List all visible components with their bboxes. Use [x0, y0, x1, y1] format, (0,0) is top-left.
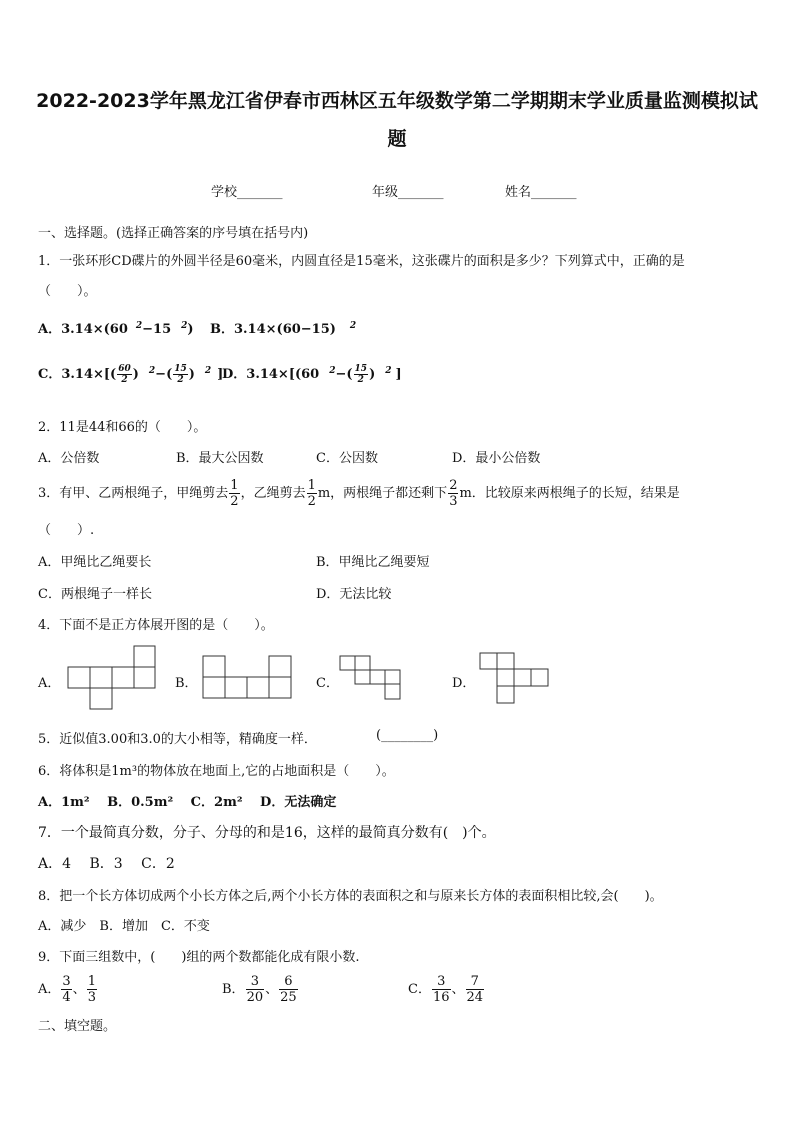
question-4-text: 4．下面不是正方体展开图的是（ ）。: [38, 618, 274, 633]
question-7-options: A．4 B．3 C．2: [38, 856, 175, 872]
question-4-option-a: A．: [38, 676, 61, 691]
question-6-options: A．1m² B．0.5m² C．2m² D．无法确定: [38, 795, 337, 810]
exam-title-line2: 题: [387, 128, 407, 150]
question-2-option-d: D．最小公倍数: [452, 451, 541, 466]
section-heading-choice: 一、选择题。(选择正确答案的序号填在括号内): [38, 226, 309, 241]
question-4-option-c: C．: [316, 676, 339, 691]
school-field: 学校_______: [211, 185, 283, 200]
question-8-options: A．减少 B．增加 C．不变: [38, 919, 210, 934]
question-5-text: 5．近似值3.00和3.0的大小相等，精确度一样．: [38, 732, 317, 747]
question-7-text: 7．一个最简真分数，分子、分母的和是16，这样的最简真分数有( )个。: [38, 825, 496, 841]
question-3-option-c: C．两根绳子一样长: [38, 587, 152, 602]
question-8-text: 8．把一个长方体切成两个小长方体之后,两个小长方体的表面积之和与原来长方体的表面积相比较,会( )。: [38, 889, 663, 904]
question-4-option-d: D．: [452, 676, 476, 691]
question-1-paren: （ ）。: [38, 284, 97, 299]
question-9-text: 9．下面三组数中，( )组的两个数都能化成有限小数.: [38, 950, 360, 965]
section-heading-fill: 二、填空题。: [38, 1019, 117, 1034]
cube-net-b-figure: [201, 654, 293, 700]
question-2-option-b: B．最大公因数: [176, 451, 264, 466]
question-1-option-d: D．3.14×[(60 $^2$−( $\frac{15}{2}$ ) $^2$ ]: [222, 364, 402, 385]
question-9-option-c: C． $\frac{3}{16}$ 、 $\frac{7}{24}$: [408, 974, 484, 1005]
question-9-option-b: B． $\frac{3}{20}$ 、 $\frac{6}{25}$: [222, 974, 297, 1005]
question-9-option-a: A． $\frac{3}{4}$ 、 $\frac{1}{3}$: [38, 974, 96, 1005]
question-3-paren: （ ）.: [38, 523, 95, 538]
question-3-option-a: A．甲绳比乙绳要长: [38, 555, 152, 570]
cube-net-c-figure: [338, 654, 402, 702]
grade-field: 年级_______: [372, 185, 444, 200]
question-3-text: 3．有甲、乙两根绳子，甲绳剪去 $\frac{1}{2}$ ，乙绳剪去 $\frac{1}{2}$ m，两根绳子都还剩下 $\frac{2}{3}$ m．比较原来两根绳子的长短，结果是: [38, 478, 680, 509]
question-1-text: 1．一张环形CD碟片的外圆半径是60毫米，内圆直径是15毫米，这张碟片的面积是多少？下列算式中，正确的是: [38, 254, 685, 269]
question-3-option-b: B．甲绳比乙绳要短: [316, 555, 430, 570]
question-1-option-c: C．3.14×[( $\frac{60}{2}$ ) $^2$−( $\frac{15}{2}$ ) $^2$ ]: [38, 364, 224, 385]
question-5-blank[interactable]: (________): [376, 728, 439, 743]
cube-net-a-figure: [66, 645, 158, 711]
question-3-option-d: D．无法比较: [316, 587, 392, 602]
question-4-option-b: B．: [175, 676, 198, 691]
question-2-option-c: C．公因数: [316, 451, 378, 466]
question-2-text: 2．11是44和66的（ ）。: [38, 420, 207, 435]
question-1-option-b: B．3.14×(60−15) $^2$: [210, 320, 357, 337]
cube-net-d-figure: [478, 651, 552, 705]
question-6-text: 6．将体积是1m³的物体放在地面上,它的占地面积是（ ）。: [38, 764, 395, 779]
name-field: 姓名_______: [505, 185, 577, 200]
question-1-option-a: A．3.14×(60 $^2$−15 $^2$): [38, 320, 194, 337]
question-2-option-a: A．公倍数: [38, 451, 100, 466]
exam-title-line1: 2022-2023学年黑龙江省伊春市西林区五年级数学第二学期期末学业质量监测模拟试: [36, 90, 758, 112]
